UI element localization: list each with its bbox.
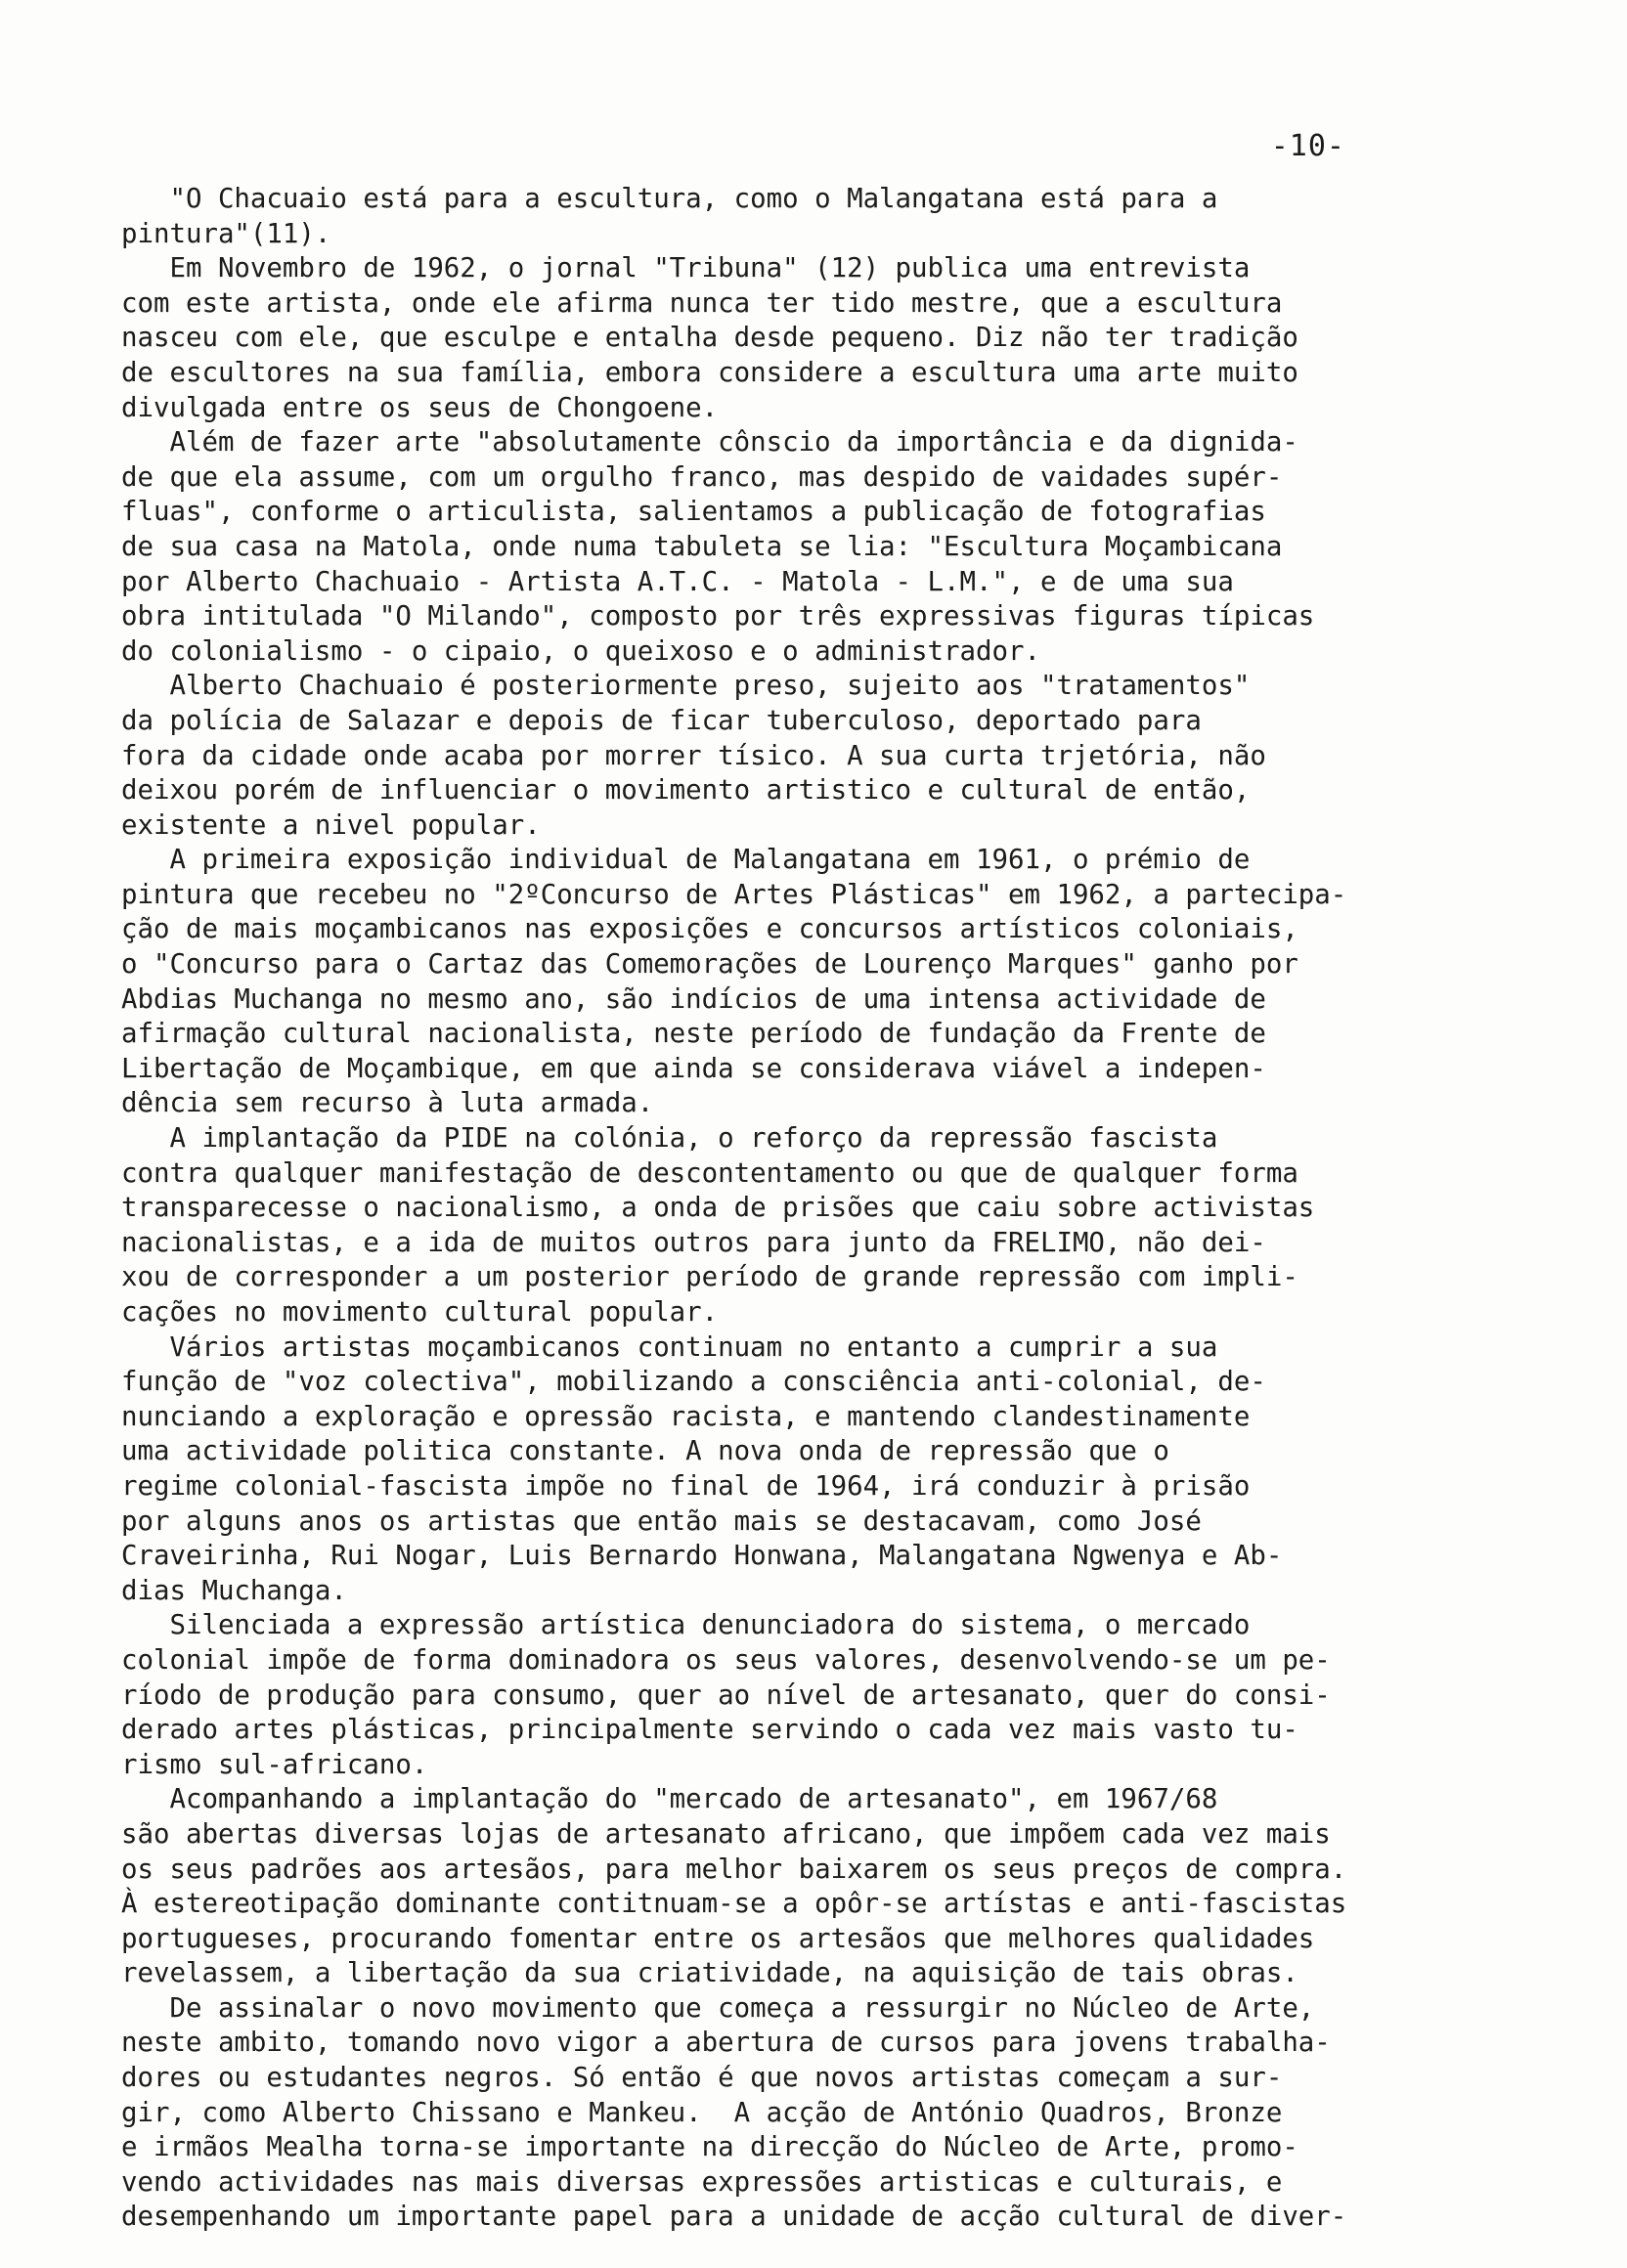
text-line: A implantação da PIDE na colónia, o reforço da repressão fascista	[121, 1123, 1218, 1155]
text-line: rismo sul-africano.	[121, 1749, 428, 1780]
text-line: pintura"(11).	[121, 218, 331, 249]
text-line: À estereotipação dominante contitnuam-se a opôr-se artístas e anti-fascistas	[121, 1889, 1347, 1920]
text-line: xou de corresponder a um posterior período de grande repressão com impli-	[121, 1262, 1298, 1293]
text-line: afirmação cultural nacionalista, neste período de fundação da Frente de	[121, 1019, 1266, 1050]
text-line: Em Novembro de 1962, o jornal "Tribuna" (12) publica uma entrevista	[121, 253, 1251, 284]
text-line: pintura que recebeu no "2ºConcurso de Artes Plásticas" em 1962, a partecipa-	[121, 879, 1347, 910]
text-line: vendo actividades nas mais diversas expressões artisticas e culturais, e	[121, 2166, 1283, 2198]
text-line: portugueses, procurando fomentar entre os artesãos que melhores qualidades	[121, 1923, 1315, 1954]
text-line: "O Chacuaio está para a escultura, como o Malangatana está para a	[121, 184, 1218, 214]
text-line: função de "voz colectiva", mobilizando a consciência anti-colonial, de-	[121, 1367, 1266, 1398]
text-line: ção de mais moçambicanos nas exposições e concursos artísticos coloniais,	[121, 914, 1298, 945]
text-line: nasceu com ele, que esculpe e entalha desde pequeno. Diz não ter tradição	[121, 323, 1298, 354]
text-line: deixou porém de influenciar o movimento artistico e cultural de então,	[121, 775, 1251, 807]
text-line: os seus padrões aos artesãos, para melhor baixarem os seus preços de compra.	[121, 1854, 1347, 1885]
text-line: Acompanhando a implantação do "mercado de artesanato", em 1967/68	[121, 1784, 1218, 1815]
text-line: ríodo de produção para consumo, quer ao nível de artesanato, quer do consi-	[121, 1679, 1331, 1711]
text-line: obra intitulada "O Milando", composto por três expressivas figuras típicas	[121, 601, 1315, 632]
text-line: De assinalar o novo movimento que começa a ressurgir no Núcleo de Arte,	[121, 1992, 1315, 2024]
text-line: dias Muchanga.	[121, 1575, 347, 1606]
page-body	[121, 182, 1424, 2235]
text-line: existente a nivel popular.	[121, 809, 541, 841]
text-line: por alguns anos os artistas que então mais se destacavam, como José	[121, 1505, 1202, 1537]
text-line: por Alberto Chachuaio - Artista A.T.C. - Matola - L.M.", e de uma sua	[121, 566, 1234, 597]
text-line: fluas", conforme o articulista, salientamos a publicação de fotografias	[121, 497, 1266, 528]
text-line: uma actividade politica constante. A nova onda de repressão que o	[121, 1436, 1169, 1467]
text-line: revelassem, a libertação da sua criatividade, na aquisição de tais obras.	[121, 1958, 1298, 1989]
text-line: A primeira exposição individual de Malangatana em 1961, o prémio de	[121, 845, 1251, 876]
text-line: contra qualquer manifestação de descontentamento ou que de qualquer forma	[121, 1157, 1298, 1189]
text-line: Craveirinha, Rui Nogar, Luis Bernardo Honwana, Malangatana Ngwenya e Ab-	[121, 1541, 1283, 1572]
text-line: Alberto Chachuaio é posteriormente preso, sujeito aos "tratamentos"	[121, 671, 1251, 702]
text-line: nacionalistas, e a ida de muitos outros para junto da FRELIMO, não dei-	[121, 1227, 1266, 1258]
text-line: cações no movimento cultural popular.	[121, 1297, 719, 1328]
text-line: transparecesse o nacionalismo, a onda de prisões que caiu sobre activistas	[121, 1193, 1315, 1224]
text-line: de escultores na sua família, embora considere a escultura uma arte muito	[121, 357, 1298, 388]
text-line: são abertas diversas lojas de artesanato africano, que impõem cada vez mais	[121, 1818, 1331, 1850]
text-line: Silenciada a expressão artística denunciadora do sistema, o mercado	[121, 1610, 1251, 1641]
text-line: regime colonial-fascista impõe no final de 1964, irá conduzir à prisão	[121, 1470, 1251, 1502]
text-line: divulgada entre os seus de Chongoene.	[121, 392, 719, 423]
text-line: Além de fazer arte "absolutamente cônscio da importância e da dignida-	[121, 427, 1298, 458]
text-line: desempenhando um importante papel para a unidade de acção cultural de diver-	[121, 2202, 1347, 2233]
text-line: dores ou estudantes negros. Só então é que novos artistas começam a sur-	[121, 2063, 1283, 2094]
text-line: do colonialismo - o cipaio, o queixoso e o administrador.	[121, 635, 1040, 667]
text-line: da polícia de Salazar e depois de ficar tuberculoso, deportado para	[121, 705, 1202, 736]
text-line: fora da cidade onde acaba por morrer tísico. A sua curta trjetória, não	[121, 740, 1266, 771]
text-line: Libertação de Moçambique, em que ainda se considerava viável a indepen-	[121, 1053, 1266, 1084]
text-line: Vários artistas moçambicanos continuam no entanto a cumprir a sua	[121, 1331, 1218, 1363]
text-line: Abdias Muchanga no mesmo ano, são indícios de uma intensa actividade de	[121, 983, 1266, 1015]
text-line: com este artista, onde ele afirma nunca ter tido mestre, que a escultura	[121, 287, 1283, 319]
text-line: colonial impõe de forma dominadora os seus valores, desenvolvendo-se um pe-	[121, 1644, 1331, 1676]
text-line: de sua casa na Matola, onde numa tabuleta se lia: "Escultura Moçambicana	[121, 531, 1283, 562]
text-line: e irmãos Mealha torna-se importante na direcção do Núcleo de Arte, promo-	[121, 2132, 1298, 2163]
text-line: dência sem recurso à luta armada.	[121, 1088, 654, 1119]
text-line: de que ela assume, com um orgulho franco, mas despido de vaidades supér-	[121, 461, 1283, 493]
text-line: gir, como Alberto Chissano e Mankeu. A acção de António Quadros, Bronze	[121, 2097, 1283, 2128]
text-line: o "Concurso para o Cartaz das Comemorações de Lourenço Marques" ganho por	[121, 949, 1298, 981]
text-line: neste ambito, tomando novo vigor a abertura de cursos para jovens trabalha-	[121, 2028, 1331, 2059]
page-number: -10-	[1270, 129, 1345, 163]
text-line: derado artes plásticas, principalmente servindo o cada vez mais vasto tu-	[121, 1715, 1298, 1746]
text-line: nunciando a exploração e opressão racista, e mantendo clandestinamente	[121, 1401, 1251, 1432]
